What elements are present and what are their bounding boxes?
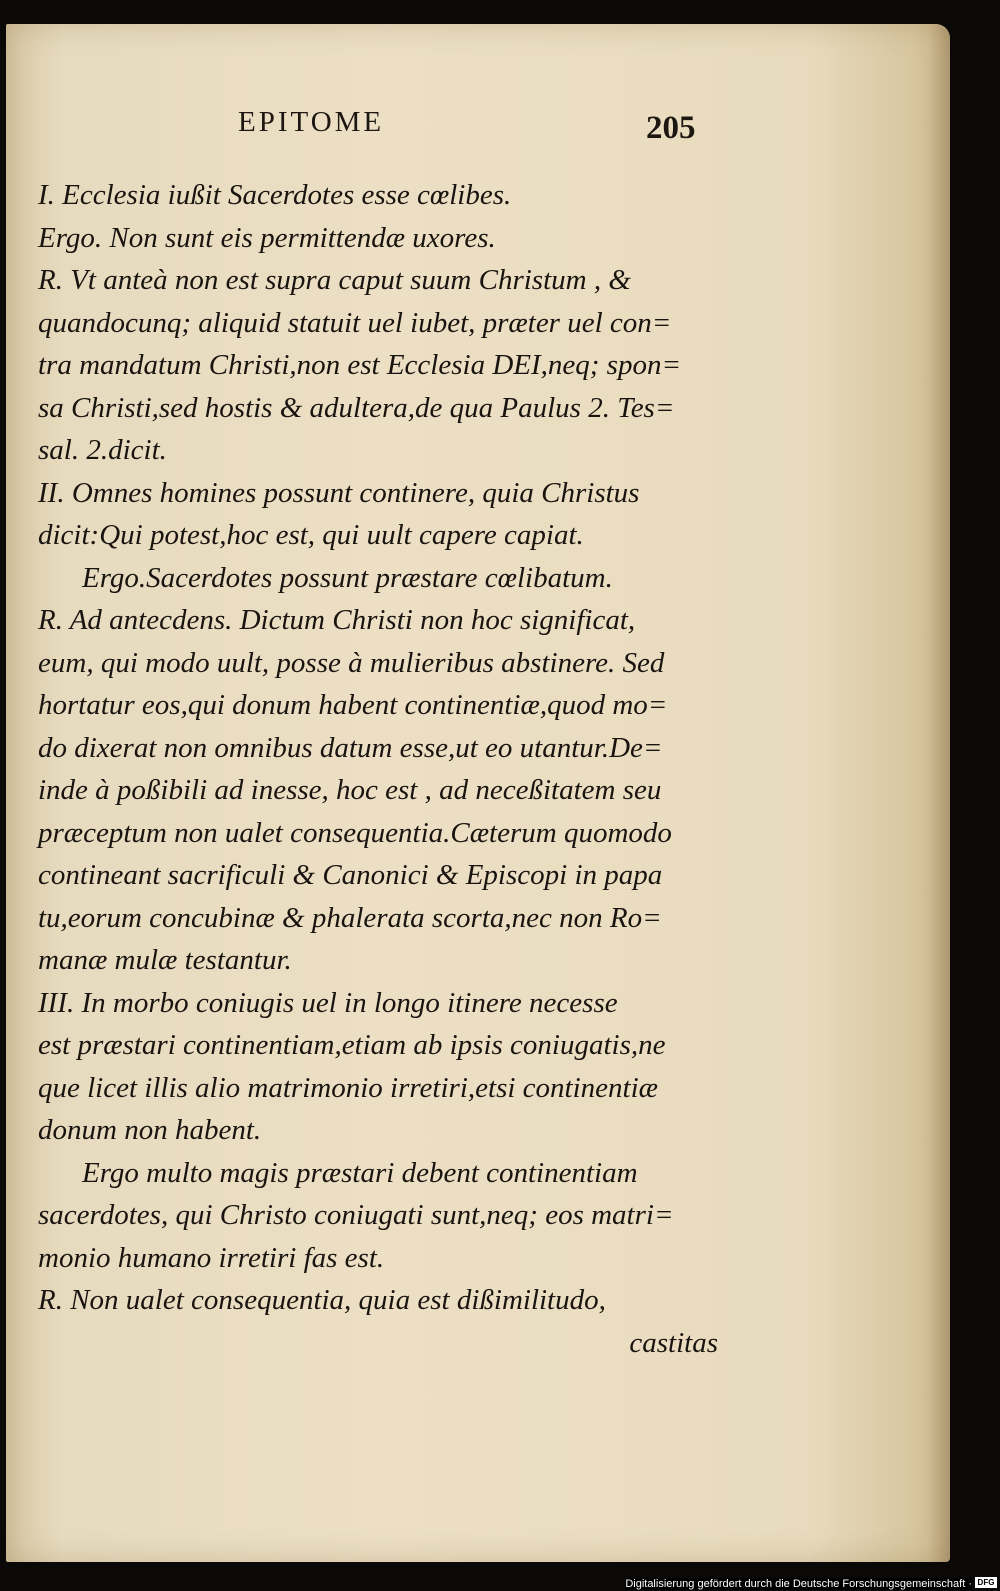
text-line: que licet illis alio matrimonio irretiri,etsi continentiæ xyxy=(38,1071,658,1104)
text-line: eum, qui modo uult, posse à mulieribus abstinere. Sed xyxy=(38,646,665,679)
text-line: R. Non ualet consequentia, quia est dißimilitudo, xyxy=(38,1284,606,1316)
text-line: manæ mulæ testantur. xyxy=(38,944,292,976)
text-line: sa Christi,sed hostis & adultera,de qua Paulus 2. Tes= xyxy=(38,391,675,424)
text-line: I. Ecclesia iußit Sacerdotes esse cœlibes. xyxy=(38,179,512,211)
digitization-credit: Digitalisierung gefördert durch die Deutsche Forschungsgemeinschaft · xyxy=(625,1578,972,1590)
text-line: II. Omnes homines possunt continere, quia Christus xyxy=(38,476,640,509)
text-line: præceptum non ualet consequentia.Cæterum quomodo xyxy=(38,816,672,849)
text-line: donum non habent. xyxy=(38,1114,262,1146)
text-line: tra mandatum Christi,non est Ecclesia DEI,neq; spon= xyxy=(38,349,682,381)
text-line: Ergo.Sacerdotes possunt præstare cœlibatum. xyxy=(82,561,613,594)
catchword: castitas xyxy=(629,1326,718,1359)
text-line: III. In morbo coniugis uel in longo itinere necesse xyxy=(38,986,618,1019)
page-number: 205 xyxy=(646,110,696,146)
text-line: sal. 2.dicit. xyxy=(38,434,167,466)
body-text xyxy=(38,174,718,1364)
text-line: hortatur eos,qui donum habent continentiæ,quod mo= xyxy=(38,689,668,721)
text-line: contineant sacrificuli & Canonici & Episcopi in papa xyxy=(38,859,663,891)
text-line: Ergo. Non sunt eis permittendæ uxores. xyxy=(38,221,496,254)
book-page xyxy=(6,24,950,1562)
text-line: inde à poßibili ad inesse, hoc est , ad neceßitatem seu xyxy=(38,774,662,806)
text-line: tu,eorum concubinæ & phalerata scorta,nec non Ro= xyxy=(38,901,662,934)
text-line: R. Vt anteà non est supra caput suum Christum , & xyxy=(38,264,631,296)
text-line: dicit:Qui potest,hoc est, qui uult capere capiat. xyxy=(38,519,584,551)
text-line: sacerdotes, qui Christo coniugati sunt,neq; eos matri= xyxy=(38,1199,674,1231)
text-line: R. Ad antecdens. Dictum Christi non hoc significat, xyxy=(38,604,636,636)
text-line: quandocunq; aliquid statuit uel iubet, præter uel con= xyxy=(38,306,672,339)
dfg-logo: DFG xyxy=(975,1577,997,1588)
running-head: EPITOME xyxy=(238,106,385,138)
text-line: monio humano irretiri fas est. xyxy=(38,1241,385,1274)
text-line: Ergo multo magis præstari debent continentiam xyxy=(82,1156,638,1189)
text-line: do dixerat non omnibus datum esse,ut eo utantur.De= xyxy=(38,731,663,764)
text-line: est præstari continentiam,etiam ab ipsis coniugatis,ne xyxy=(38,1029,666,1061)
